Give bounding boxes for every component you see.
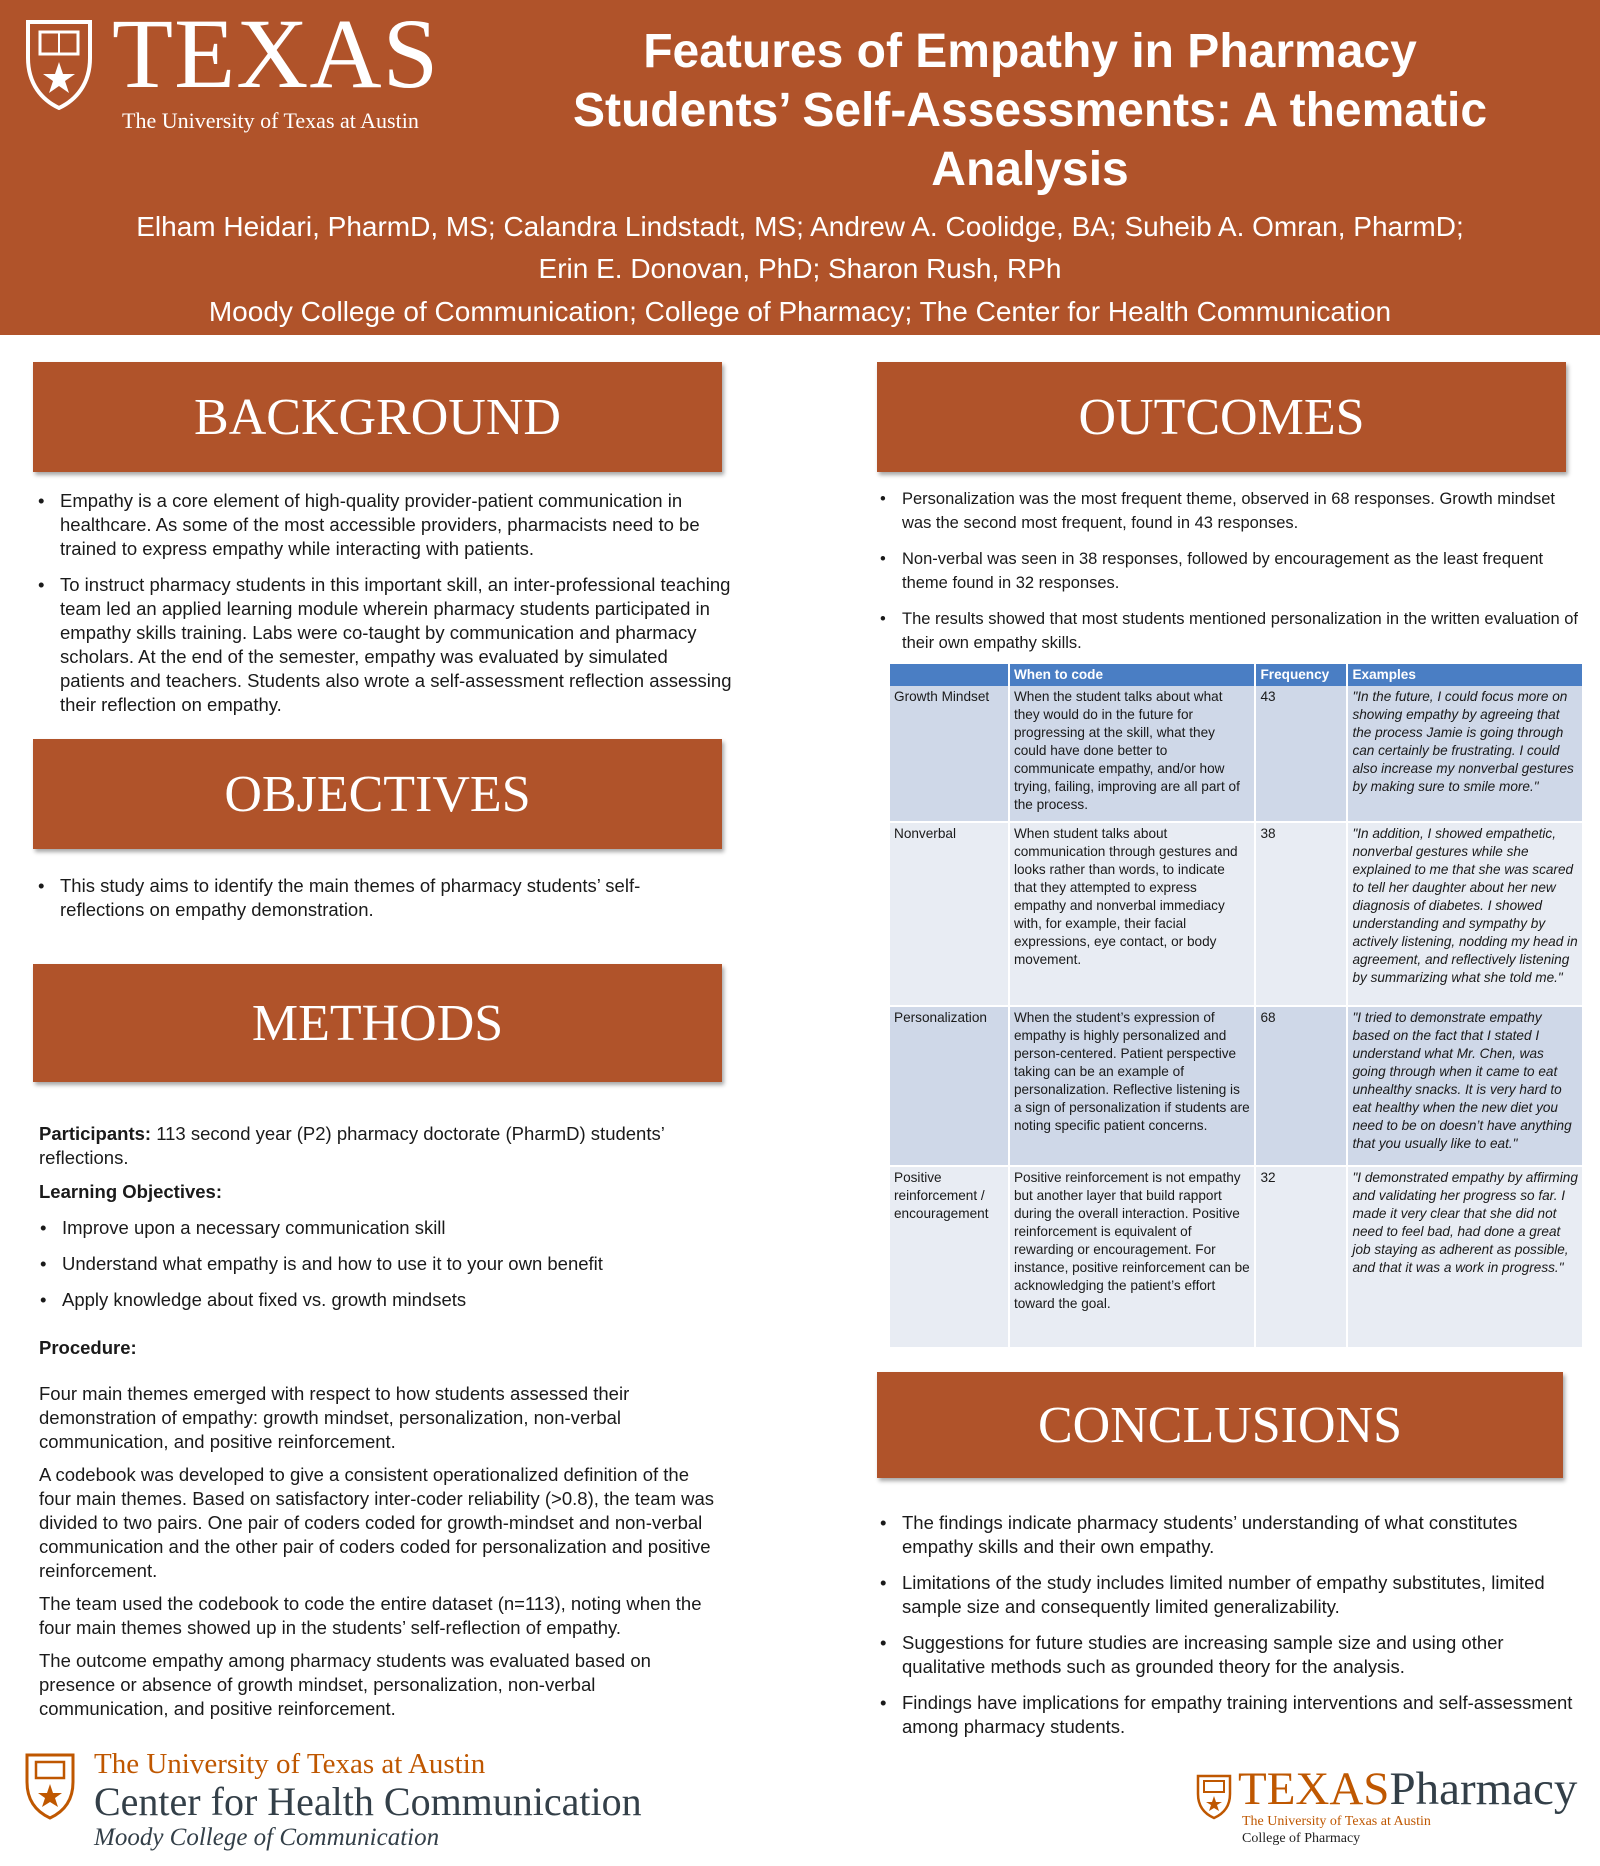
poster-title — [500, 22, 1560, 199]
outcomes-heading: OUTCOMES — [877, 362, 1566, 472]
procedure-paragraph: A codebook was developed to give a consistent operationalized definition of the four main themes. Based on satisfactory inter-coder reliability (>0.8), the team was divided to two pairs. One pair of coders coded for growth-mindset and non-verbal communication and the other pair of coders coded for personalization and positive reinforcement. — [39, 1464, 715, 1581]
list-item: • Non-verbal was seen in 38 responses, followed by encouragement as the least frequent theme found in 32 responses. — [878, 547, 1578, 595]
list-item: • Findings have implications for empathy training interventions and self-assessment among pharmacy students. — [878, 1691, 1578, 1739]
table-row — [890, 1166, 1583, 1348]
when-cell: Positive reinforcement is not empathy but another layer that build rapport during the overall interaction. Positive reinforcement is equivalent of rewarding or encouragement. For instance, positive reinforcement can be acknowledging the patient’s effort toward the goal. — [1009, 1166, 1256, 1348]
table-header-row — [890, 664, 1583, 686]
when-cell: When the student talks about what they would do in the future for progressing at the skill, what they could have done better to communicate empathy, and/or how trying, failing, improving are all part of the process. — [1009, 686, 1256, 822]
procedure-paragraph: Four main themes emerged with respect to how students assessed their demonstration of empathy: growth mindset, personalization, non-verbal communication, and positive reinforcement. — [39, 1383, 630, 1452]
procedure-paragraph: The team used the codebook to code the entire dataset (n=113), noting when the four main themes showed up in the students’ self-reflection of empathy. — [39, 1593, 702, 1638]
example-cell: "I demonstrated empathy by affirming and validating her progress so far. I made it very clear that she did not need to feel bad, had done a great job staying as adherent as possible, and that it was a work in progress." — [1347, 1166, 1583, 1348]
chc-college-label: Moody College of Communication — [94, 1824, 440, 1851]
table-row — [890, 822, 1583, 1006]
participants-label: Participants: — [39, 1123, 152, 1144]
title-line: Features of Empathy in Pharmacy — [643, 25, 1417, 78]
list-item: • Improve upon a necessary communication skill — [38, 1216, 718, 1240]
list-item: • This study aims to identify the main themes of pharmacy students’ self-reflections on empathy demonstration. — [36, 874, 716, 922]
frequency-cell: 68 — [1255, 1006, 1347, 1166]
authors-line: Erin E. Donovan, PhD; Sharon Rush, RPh — [538, 253, 1062, 284]
participants-text: 113 second year (P2) pharmacy doctorate (PharmD) students’ reflections. — [39, 1123, 665, 1168]
center-health-communication-logo — [24, 1748, 664, 1858]
texas-pharmacy-wordmark — [1238, 1763, 1578, 1815]
table-header-cell: Frequency — [1255, 664, 1347, 686]
example-cell: "In the future, I could focus more on showing empathy by agreeing that the process Jamie is going through can certainly be frustrating. I could also increase my nonverbal gestures by making sure to smile more." — [1347, 686, 1583, 822]
list-item: • To instruct pharmacy students in this important skill, an inter-professional teaching team led an applied learning module wherein pharmacy students participated in empathy skills training. Labs were co-taught by communication and pharmacy scholars. At the end of the semester, empathy was evaluated by simulated patients and teachers. Students also wrote a self-assessment reflection assessing their reflection on empathy. — [36, 573, 736, 717]
learning-objectives-label: Learning Objectives: — [39, 1181, 222, 1202]
procedure-label: Procedure: — [39, 1337, 137, 1358]
procedure-paragraph: The outcome empathy among pharmacy students was evaluated based on presence or absence of growth mindset, personalization, non-verbal communication, and positive reinforcement. — [39, 1650, 651, 1719]
frequency-cell: 32 — [1255, 1166, 1347, 1348]
chc-university-label: The University of Texas at Austin — [94, 1748, 486, 1780]
theme-cell: Nonverbal — [890, 822, 1009, 1006]
title-line: Analysis — [931, 143, 1129, 196]
example-cell: "In addition, I showed empathetic, nonverbal gestures while she explained to me that she was scared to tell her daughter about her new diagnosis of diabetes. I showed understanding and sympathy by actively listening, nodding my head in agreement, and reflectively listening by summarizing what she told me." — [1347, 822, 1583, 1006]
participants — [39, 1122, 719, 1170]
conclusions-list — [878, 1511, 1578, 1751]
title-line: Students’ Self-Assessments: A thematic — [572, 84, 1488, 137]
ut-shield-icon — [24, 1752, 76, 1820]
table-row — [890, 1006, 1583, 1166]
list-item: • Understand what empathy is and how to use it to your own benefit — [38, 1252, 718, 1276]
affiliation: Moody College of Communication; College of Pharmacy; The Center for Health Communication — [208, 296, 1392, 327]
background-list — [36, 489, 736, 729]
tp-texas-word: TEXAS — [1238, 1763, 1390, 1815]
table-header-cell: When to code — [1009, 664, 1256, 686]
authors — [60, 206, 1540, 290]
objectives-heading: OBJECTIVES — [33, 739, 722, 849]
table-row — [890, 686, 1583, 822]
outcomes-list — [878, 487, 1578, 667]
example-cell: "I tried to demonstrate empathy based on the fact that I stated I understand what Mr. Chen, was going through when it came to eat unhealthy snacks. It is very hard to eat healthy when the new diet you need to be on doesn’t have anything that you usually like to eat." — [1347, 1006, 1583, 1166]
theme-cell: Personalization — [890, 1006, 1009, 1166]
ut-shield-icon — [24, 18, 94, 110]
list-item: • The findings indicate pharmacy students’ understanding of what constitutes empathy skills and their own empathy. — [878, 1511, 1578, 1559]
chc-center-label: Center for Health Communication — [94, 1779, 642, 1824]
ut-shield-icon — [1196, 1774, 1232, 1820]
learning-objectives-list — [38, 1216, 718, 1324]
table-header-cell: Examples — [1347, 664, 1583, 686]
objectives-list — [36, 874, 716, 934]
theme-cell: Positive reinforcement / encouragement — [890, 1166, 1009, 1348]
poster-header — [0, 0, 1600, 335]
frequency-cell: 38 — [1255, 822, 1347, 1006]
conclusions-heading: CONCLUSIONS — [877, 1372, 1563, 1478]
list-item: • Limitations of the study includes limited number of empathy substitutes, limited sample size and consequently limited generalizability. — [878, 1571, 1578, 1619]
texas-pharmacy-logo — [1196, 1763, 1578, 1850]
background-heading: BACKGROUND — [33, 362, 722, 472]
ut-austin-label: The University of Texas at Austin — [122, 108, 419, 133]
tp-university-label: The University of Texas at Austin — [1242, 1814, 1431, 1829]
texas-wordmark: TEXAS — [112, 0, 440, 109]
frequency-cell: 43 — [1255, 686, 1347, 822]
themes-table — [890, 664, 1584, 1349]
list-item: • The results showed that most students mentioned personalization in the written evaluation of their own empathy skills. — [878, 607, 1578, 655]
ut-texas-logo — [24, 0, 444, 134]
when-cell: When student talks about communication through gestures and looks rather than words, to indicate that they attempted to express empathy and nonverbal immediacy with, for example, their facial expressions, eye contact, or body movement. — [1009, 822, 1256, 1006]
tp-pharmacy-word: Pharmacy — [1389, 1763, 1578, 1815]
list-item: • Personalization was the most frequent theme, observed in 68 responses. Growth mindset was the second most frequent, found in 43 responses. — [878, 487, 1578, 535]
methods-heading: METHODS — [33, 964, 722, 1082]
list-item: • Suggestions for future studies are increasing sample size and using other qualitative methods such as grounded theory for the analysis. — [878, 1631, 1578, 1679]
authors-line: Elham Heidari, PharmD, MS; Calandra Lindstadt, MS; Andrew A. Coolidge, BA; Suheib A. Omran, PharmD; — [136, 211, 1464, 242]
list-item: • Apply knowledge about fixed vs. growth mindsets — [38, 1288, 718, 1312]
theme-cell: Growth Mindset — [890, 686, 1009, 822]
tp-college-label: College of Pharmacy — [1242, 1831, 1361, 1846]
table-header-cell — [890, 664, 1009, 686]
list-item: • Empathy is a core element of high-quality provider-patient communication in healthcare. As some of the most accessible providers, pharmacists need to be trained to express empathy while interacting with patients. — [36, 489, 736, 561]
when-cell: When the student’s expression of empathy is highly personalized and person-centered. Patient perspective taking can be an example of personalization. Reflective listening is a sign of personalization if students are noting specific patient concerns. — [1009, 1006, 1256, 1166]
